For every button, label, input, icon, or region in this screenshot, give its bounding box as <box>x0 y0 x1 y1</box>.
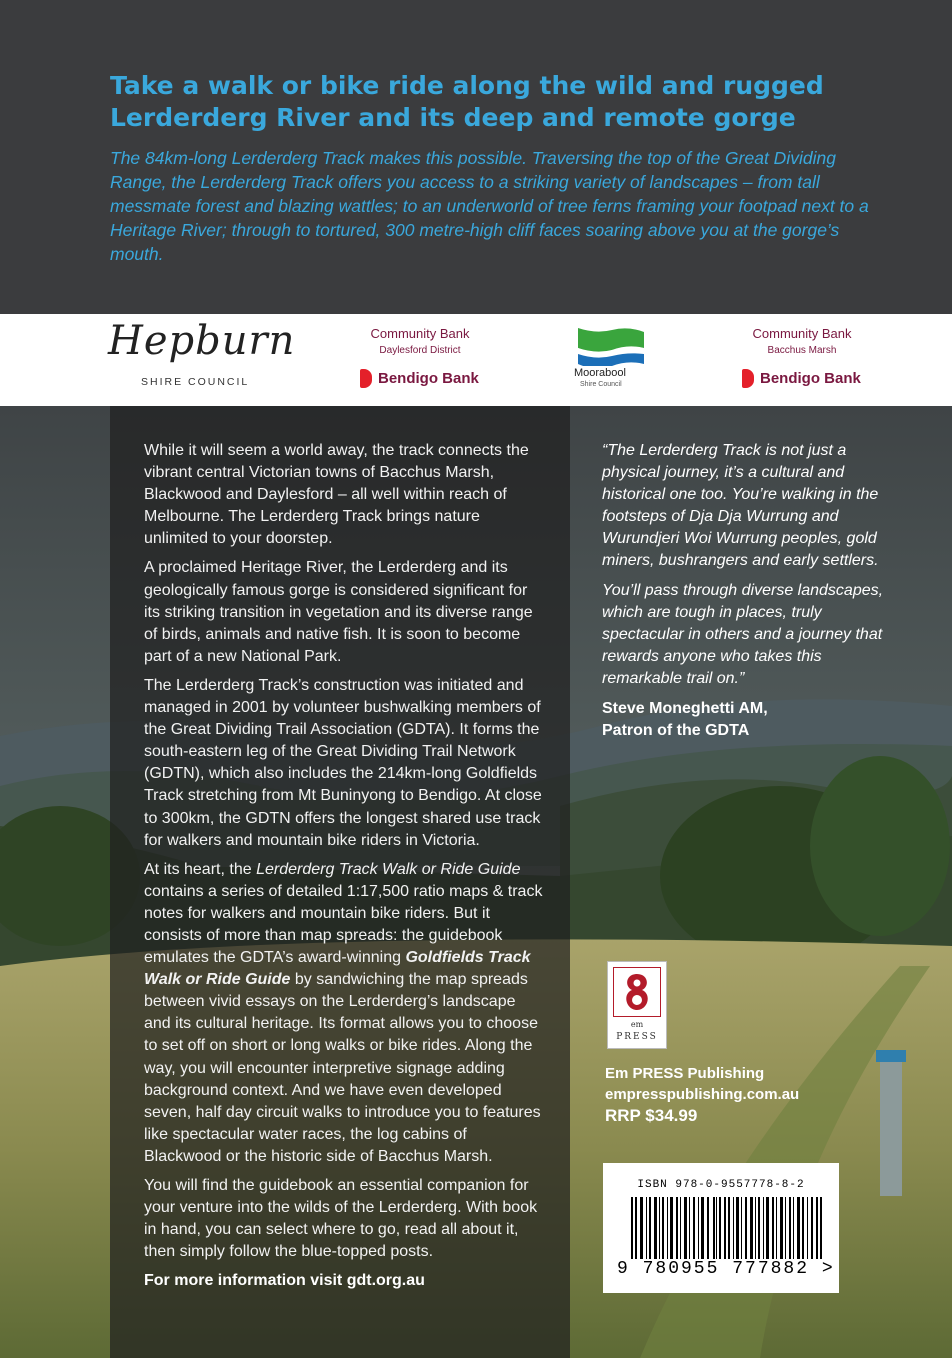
barcode-number: 9 780955 777882 > <box>617 1259 835 1279</box>
body-copy <box>144 440 544 1270</box>
paragraph <box>144 859 544 1168</box>
community-bank-bacchus <box>722 326 882 356</box>
bendigo-bank-label: Bendigo Bank <box>760 370 861 387</box>
more-info-link[interactable]: For more information visit gdt.org.au <box>144 1272 425 1289</box>
headline <box>110 70 870 134</box>
bendigo-bank-label: Bendigo Bank <box>378 370 479 387</box>
bendigo-bank-logo <box>360 369 479 388</box>
isbn-label: ISBN 978-0-9557778-8-2 <box>637 1179 805 1191</box>
logo-press-text: PRESS <box>616 1032 658 1042</box>
branch-label: Daylesford District <box>379 345 461 356</box>
goldfields-guide-title: Goldfields Track Walk or Ride Guide <box>144 949 531 989</box>
bendigo-bank-logo <box>742 369 861 388</box>
community-bank-label: Community Bank <box>370 326 470 341</box>
testimonial-quote <box>602 440 902 697</box>
em-press-logo <box>607 961 667 1049</box>
paragraph: A proclaimed Heritage River, the Lerderderg and its geologically famous gorge is considered significant for its striking transition in vegetation and its diverse range of birds, animals and native fish. It is soon to become part of a new National Park. <box>144 559 533 665</box>
publisher-info <box>605 1063 799 1127</box>
logo-frame <box>613 967 661 1017</box>
text-span: contains a series of detailed 1:17,500 ratio maps & track notes for walkers and mountain bike riders. But it consists of more than map spreads: the guidebook emulates the GDTA’s award-winning <box>144 882 543 967</box>
bendigo-mark-icon <box>360 369 372 388</box>
quote-paragraph: You’ll pass through diverse landscapes, which are tough in places, truly spectacular in others and a journey that rewards anyone who takes this remarkable trail on.” <box>602 581 884 687</box>
publisher-url[interactable]: empresspublishing.com.au <box>605 1086 800 1103</box>
paragraph: While it will seem a world away, the track connects the vibrant central Victorian towns of Bacchus Marsh, Blackwood and Daylesford – all well within reach of Melbourne. The Lerderderg Track brings nature unlimited to your doorstep. <box>144 442 529 548</box>
moorabool-name: Moorabool <box>574 367 626 379</box>
text-span: At its heart, the <box>144 860 257 878</box>
isbn-barcode <box>603 1163 839 1293</box>
price: RRP $34.99 <box>605 1106 698 1125</box>
headline-line-2: Lerderderg River and its deep and remote gorge <box>110 103 796 132</box>
publisher-name: Em PRESS Publishing <box>605 1065 765 1082</box>
community-bank-daylesford <box>340 326 500 356</box>
hepburn-logo: Hepburn <box>108 318 296 364</box>
bendigo-mark-icon <box>742 369 754 388</box>
quote-author: Steve Moneghetti AM, <box>602 700 768 717</box>
hepburn-subtitle: SHIRE COUNCIL <box>141 376 250 388</box>
moorabool-flag-icon <box>576 326 646 366</box>
branch-label: Bacchus Marsh <box>767 345 837 356</box>
paragraph: The Lerderderg Track’s construction was initiated and managed in 2001 by volunteer bushwalking members of the Great Dividing Trail Association (GDTA). It forms the south-eastern leg of the Great Dividing Trail Network (GDTN), which also includes the 214km-long Goldfields Track stretching from Mt Buninyong to Bendigo. At close to 300km, the GDTN offers the longest shared use track for walkers and mountain bike riders in Victoria. <box>144 676 542 849</box>
moorabool-subtitle: Shire Council <box>580 381 622 388</box>
em-mark-icon <box>614 968 660 1016</box>
paragraph: You will find the guidebook an essential companion for your venture into the wilds of the Lerderderg. With book in hand, you can select where to go, read all about it, then simply follow the blue-topped posts. <box>144 1177 538 1261</box>
quote-paragraph: “The Lerderderg Track is not just a physical journey, it’s a cultural and historical one too. You’re walking in the footsteps of Dja Dja Wurrung and Wurundjeri Woi Wurrung peoples, gold miners, bushrangers and early settlers. <box>602 442 879 570</box>
quote-author-role: Patron of the GDTA <box>602 722 750 739</box>
text-span: by sandwiching the map spreads between vivid essays on the Lerderderg’s landscape and its cultural heritage. Its format allows you to choose to set off on short or long walks or bike rides. Along the way, you will encounter interpretive signage adding background context. And we have even developed seven, half day circuit walks to introduce you to features like spectacular water races, the log cabins of Blackwood or the historic side of Bacchus Marsh. <box>144 971 541 1165</box>
intro-text: The 84km-long Lerderderg Track makes this possible. Traversing the top of the Great Dividing Range, the Lerderderg Track offers you access to a striking variety of landscapes – from tall messmate forest and blazing wattles; to an underworld of tree ferns framing your footpad next to a Heritage River; through to tortured, 300 metre-high cliff faces soaring above you at the gorge’s mouth. <box>110 148 869 264</box>
logo-em-text: em <box>630 1020 644 1029</box>
guide-title: Lerderderg Track Walk or Ride Guide <box>256 860 521 878</box>
headline-line-1: Take a walk or bike ride along the wild and rugged <box>110 71 824 100</box>
community-bank-label: Community Bank <box>752 326 852 341</box>
quote-attribution <box>602 698 768 742</box>
